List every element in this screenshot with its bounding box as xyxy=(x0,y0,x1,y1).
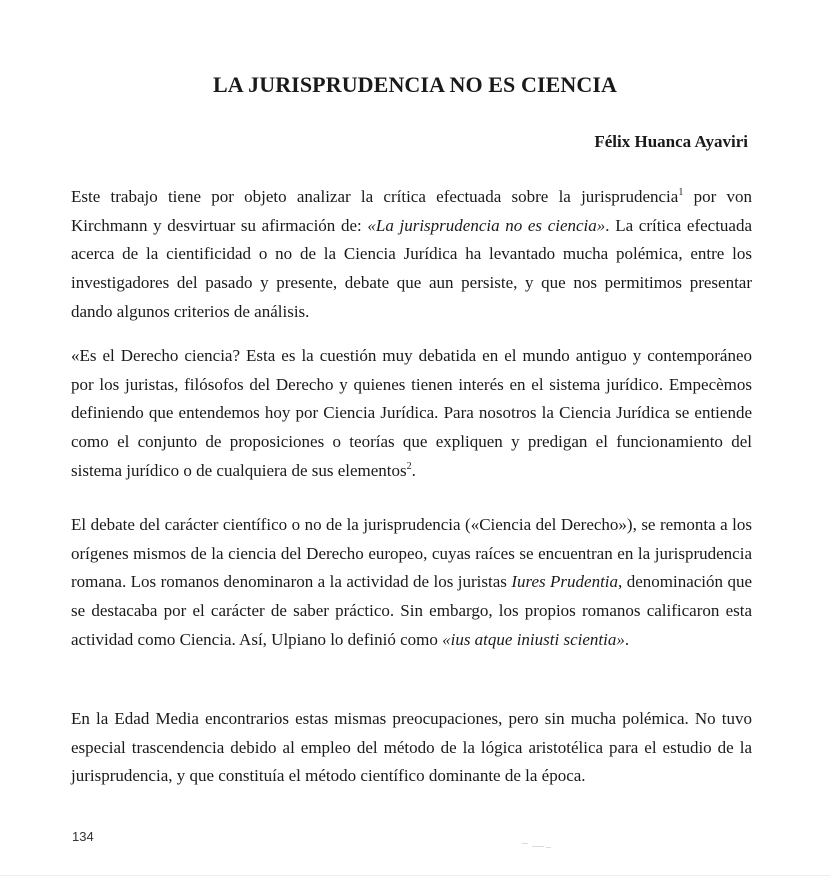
italic-text: Iures Prudentia xyxy=(511,572,619,592)
paragraph xyxy=(71,511,752,655)
paragraph xyxy=(71,183,752,327)
paragraph-text: En la Edad Media encontrarios estas mismas preocupaciones, pero sin mucha polémica. No tuvo especial trascendencia debido al empleo del método de la lógica aristotélica para el estudio de la jurisprudencia, y que constituía el método científico dominante de la época. xyxy=(71,709,752,786)
paragraph-text: . xyxy=(411,460,416,480)
footnote-ref: 1 xyxy=(678,187,684,198)
scan-artifact xyxy=(522,843,552,849)
page-edge-divider xyxy=(0,875,830,876)
footnote-ref: 2 xyxy=(406,460,412,472)
italic-text: «La jurisprudencia no es ciencia» xyxy=(367,215,606,235)
page-number: 134 xyxy=(72,829,94,844)
paragraph-text: . xyxy=(624,629,630,649)
paragraph-text: . La crítica efectuada acerca de la cientificidad o no de la Ciencia Jurídica ha levantado mucha polémica, entre los investigadores del pasado y presente, debate que aun persiste, y que nos permitimos presentar dando algunos criterios de análisis. xyxy=(71,215,753,321)
paragraph-text: , denominación que se destacaba por el carácter de saber práctico. Sin embargo, los propios romanos calificaron esta actividad como Ciencia. Así, Ulpiano lo definió como xyxy=(71,572,752,649)
paragraph-text: «Es el Derecho ciencia? Esta es la cuestión muy debatida en el mundo antiguo y contemporáneo por los juristas, filósofos del Derecho y quienes tienen interés en el sistema jurídico. Empecèmos definiendo que entendemos hoy por Ciencia Jurídica. Para nosotros la Ciencia Jurídica se entiende como el conjunto de proposiciones o teorías que expliquen y predigan el funcionamiento del sistema jurídico o de cualquiera de sus elementos xyxy=(71,346,752,480)
paragraph-text: El debate del carácter científico o no de la jurisprudencia («Ciencia del Derecho»), se remonta a los orígenes mismos de la ciencia del Derecho europeo, cuyas raíces se encuentran en la jurisprudencia romana. Los romanos denominaron a la actividad de los juristas xyxy=(71,515,752,592)
paragraph xyxy=(71,705,752,791)
document-title: LA JURISPRUDENCIA NO ES CIENCIA xyxy=(212,72,618,97)
paragraph-text: por von Kirchmann y desvirtuar su afirmación de: xyxy=(71,187,752,235)
paragraph-text: Este trabajo tiene por objeto analizar la crítica efectuada sobre la jurisprudencia xyxy=(71,187,679,206)
italic-text: «ius atque iniusti scientia» xyxy=(442,629,625,649)
author-name: Félix Huanca Ayaviri xyxy=(594,132,748,151)
paragraph xyxy=(71,342,752,486)
